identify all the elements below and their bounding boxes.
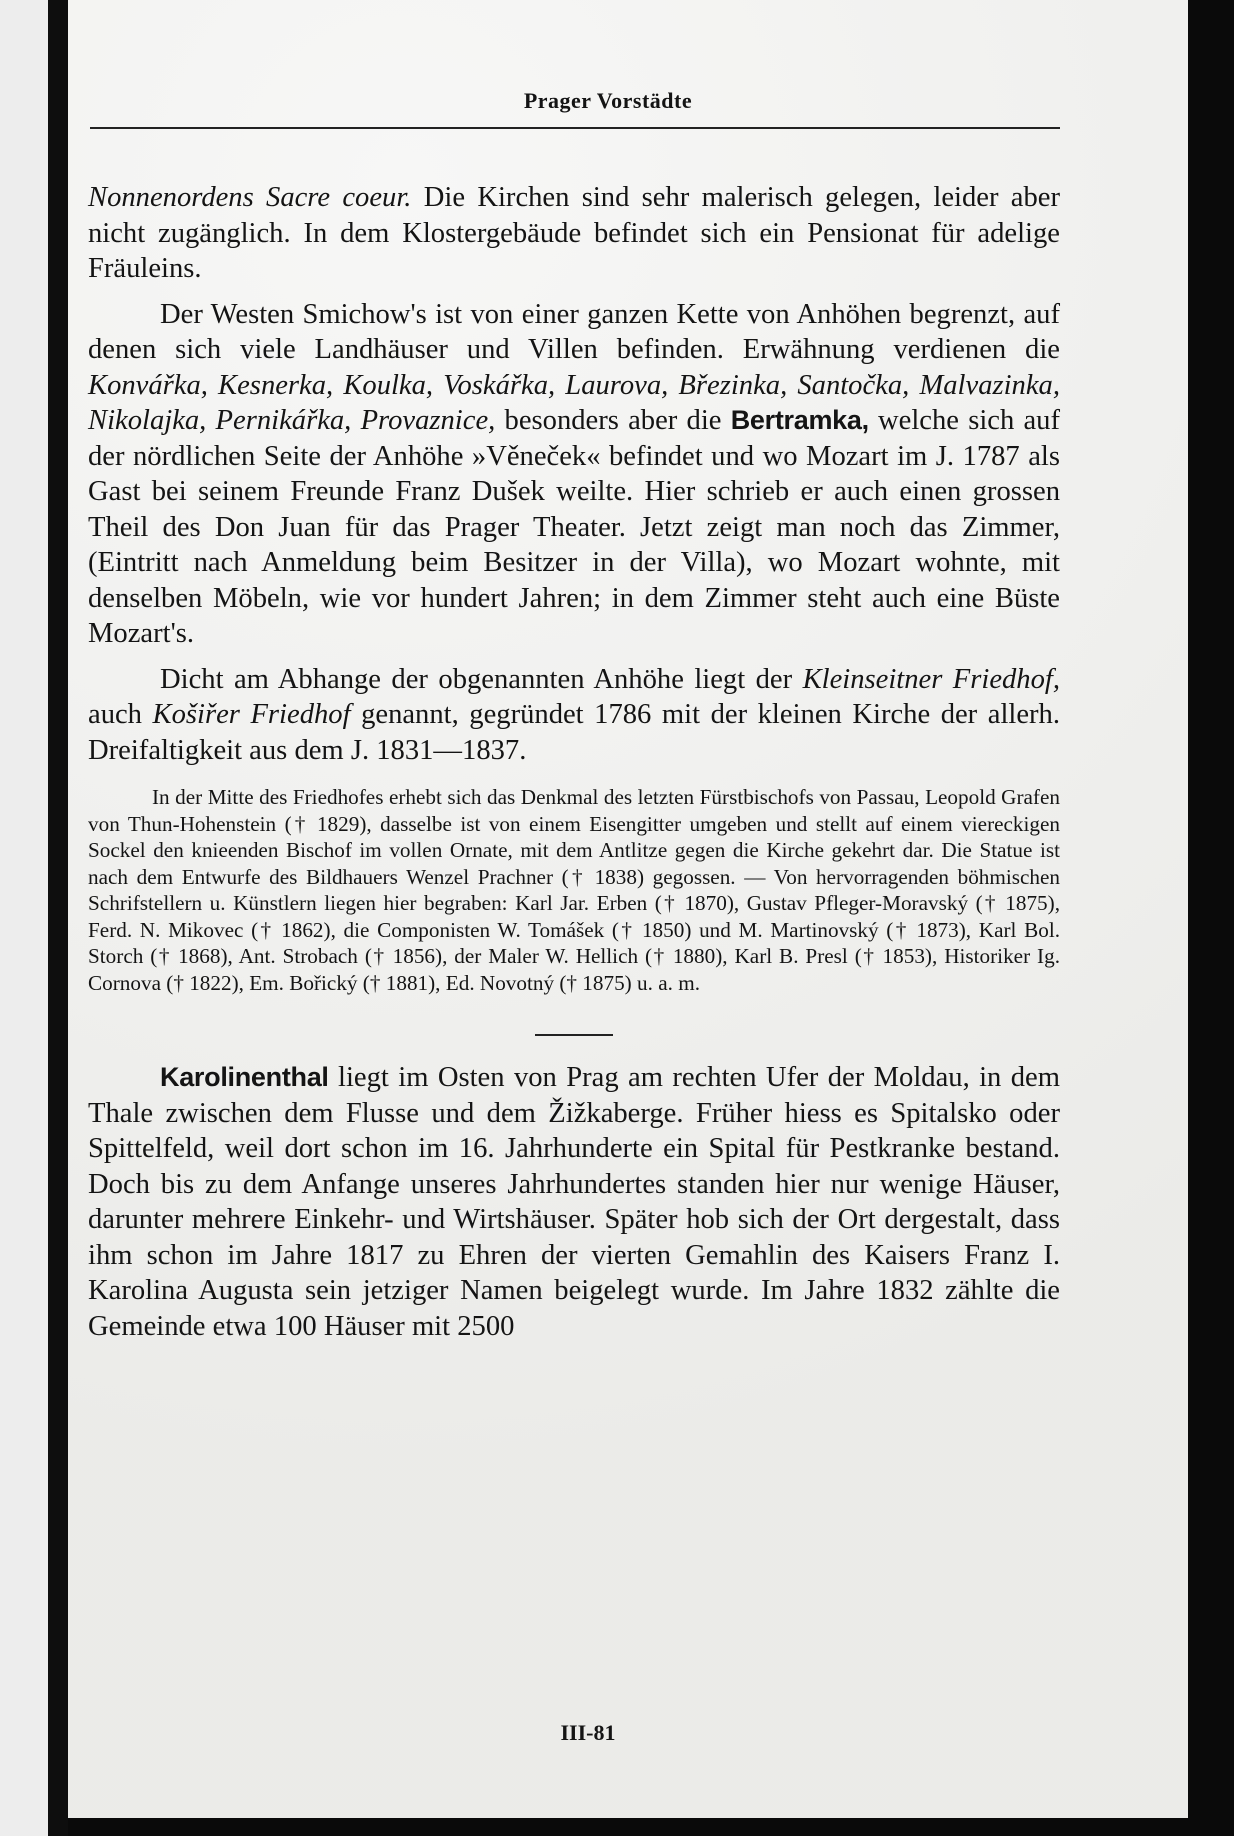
text-span: genannt, gegründet 1786 mit der kleinen Kirche der allerh. Dreifaltigkeit aus dem J. 1831—1837.	[88, 699, 1060, 766]
paragraph-3	[88, 662, 1060, 769]
page-body	[88, 180, 1060, 1354]
text-span: liegt im Osten von Prag am rechten Ufer der Moldau, in dem Thale zwischen dem Flusse und dem Žižkaberge. Früher hiess es Spitalsko oder Spittelfeld, weil dort schon im 16. Jahrhunderte ein Spital für Pestkranke bestand. Doch bis zu dem Anfange unseres Jahrhundertes standen hier nur wenige Häuser, darunter mehrere Einkehr- und Wirtshäuser. Später hob sich der Ort dergestalt, dass ihm schon im Jahre 1817 zu Ehren der vierten Gemahlin des Kaisers Franz I. Karolina Augusta sein jetziger Namen beigelegt wurde. Im Jahre 1832 zählte die Gemeinde etwa 100 Häuser mit 2500	[88, 1062, 1060, 1342]
header-rule	[90, 127, 1060, 129]
scan-left-margin	[0, 0, 48, 1836]
scan-right-edge	[1188, 0, 1234, 1836]
italic-span: Kleinseitner Friedhof,	[802, 663, 1060, 695]
book-page	[68, 0, 1188, 1818]
text-span: welche sich auf der nördlichen Seite der Anhöhe »Věneček« befindet und wo Mozart im J. 1787 als Gast bei seinem Freunde Franz Dušek weilte. Hier schrieb er auch einen grossen Theil des Don Juan für das Prager Theater. Jetzt zeigt man noch das Zimmer, (Eintritt nach Anmeldung beim Besitzer in der Villa), wo Mozart wohnte, mit denselben Möbeln, wie vor hundert Jahren; in dem Zimmer steht auch eine Büste Mozart's.	[88, 405, 1061, 649]
text-span: In der Mitte des Friedhofes erhebt sich das Denkmal des letzten Fürstbischofs von Passau, Leopold Grafen von Thun-Hohenstein († 1829), dasselbe ist von einem Eisengitter umgeben und stellt auf einem viereckigen Sockel den knieenden Bischof im vollen Ornate, mit dem Antlitze gegen die Kirche gekehrt dar. Die Statue ist nach dem Entwurfe des Bildhauers Wenzel Prachner († 1838) gegossen. — Von hervorragenden böhmischen Schrifstellern u. Künstlern liegen hier begraben: Karl Jar. Erben († 1870), Gustav Pfleger-Moravský († 1875), Ferd. N. Mikovec († 1862), die Componisten W. Tomášek († 1850) und M. Martinovský († 1873), Karl Bol. Storch († 1868), Ant. Strobach († 1856), der Maler W. Hellich († 1880), Karl B. Presl († 1853), Historiker Ig. Cornova († 1822), Em. Bořický († 1881), Ed. Novotný († 1875) u. a. m.	[88, 785, 1060, 995]
small-print-note	[88, 784, 1060, 996]
karolinenthal-heading: Karolinenthal	[160, 1062, 329, 1092]
paragraph-1	[88, 180, 1060, 287]
paragraph-2	[88, 297, 1060, 652]
text-span: auch	[88, 699, 153, 730]
page-number: III-81	[560, 1720, 616, 1745]
italic-span: Košiřer Friedhof	[152, 699, 351, 730]
italic-span: Nonnenordens Sacre coeur.	[88, 182, 412, 213]
paragraph-4	[88, 1060, 1060, 1344]
bertramka-name: Bertramka,	[730, 405, 869, 435]
scan-bottom-edge	[68, 1818, 1188, 1836]
text-span: Der Westen Smichow's ist von einer ganzen Kette von Anhöhen begrenzt, auf denen sich viele Landhäuser und Villen befinden. Erwähnung verdienen die	[88, 298, 1060, 365]
scan-gutter	[48, 0, 68, 1836]
section-separator	[535, 1034, 613, 1036]
running-header: Prager Vorstädte	[523, 88, 693, 113]
text-span: besonders aber die	[495, 405, 731, 436]
text-span: Dicht am Abhange der obgenannten Anhöhe liegt der	[160, 663, 803, 695]
text-span: Die Kirchen sind sehr malerisch gelegen, leider aber nicht zugänglich. In dem Klostergebäude befindet sich ein Pensionat für adelige Fräuleins.	[88, 182, 1060, 284]
villa-names: Konvářka, Kesnerka, Koulka, Voskářka, Laurova, Březinka, Santočka, Malvazinka, Nikolajka, Pernikářka, Provaznice,	[88, 369, 1060, 436]
